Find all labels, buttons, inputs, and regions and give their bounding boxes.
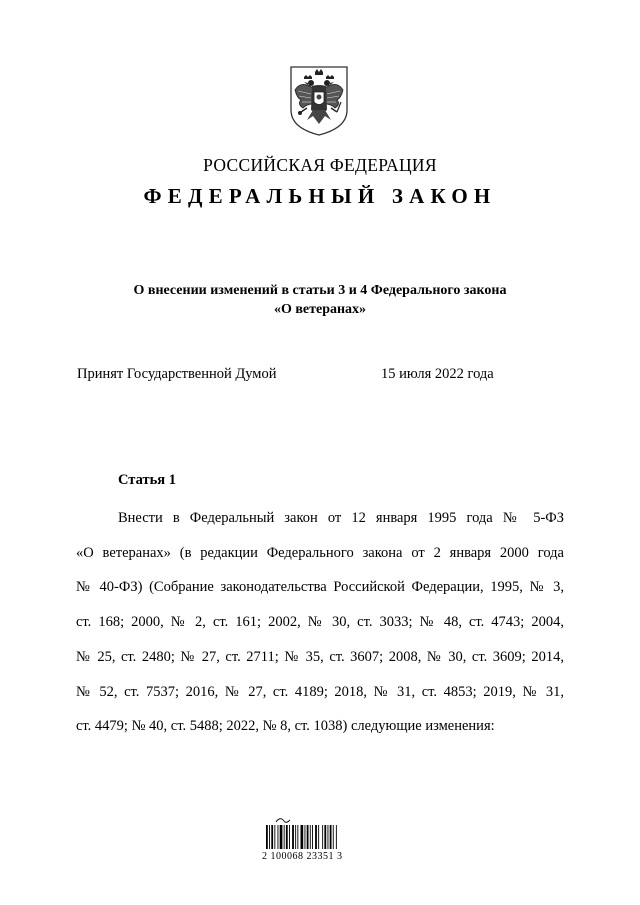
article-line: № 25, ст. 2480; № 27, ст. 2711; № 35, ст. 3607; 2008, № 30, ст. 3609; 2014, xyxy=(76,648,564,665)
document-type: ФЕДЕРАЛЬНЫЙ ЗАКОН xyxy=(143,184,497,208)
article-line: № 52, ст. 7537; 2016, № 27, ст. 4189; 2018, № 31, ст. 4853; 2019, № 31, xyxy=(76,683,564,700)
article-line: ст. 168; 2000, № 2, ст. 161; 2002, № 30, ст. 3033; № 48, ст. 4743; 2004, xyxy=(76,614,564,631)
article-line: ст. 4479; № 40, ст. 5488; 2022, № 8, ст. 1038) следующие изменения: xyxy=(76,718,495,735)
adopted-by: Принят Государственной Думой xyxy=(77,366,277,382)
article-line: «О ветеранах» (в редакции Федерального закона от 2 января 2000 года xyxy=(76,544,564,561)
law-title-line: «О ветеранах» xyxy=(273,302,367,317)
coat-of-arms-icon xyxy=(287,64,351,138)
article-line: № 40-ФЗ) (Собрание законодательства Российской Федерации, 1995, № 3, xyxy=(76,579,564,596)
country-name: РОССИЙСКАЯ ФЕДЕРАЦИЯ xyxy=(203,155,437,175)
adoption-date: 15 июля 2022 года xyxy=(381,366,494,382)
law-title-line: О внесении изменений в статьи 3 и 4 Федерального закона xyxy=(133,283,507,298)
article-title: Статья 1 xyxy=(118,472,176,488)
law-title xyxy=(0,281,640,319)
article-line: Внести в Федеральный закон от 12 января 1995 года № 5-ФЗ xyxy=(118,510,564,526)
barcode-digits: 2 100068 23351 3 xyxy=(262,851,343,862)
article-body xyxy=(76,501,564,744)
barcode-icon xyxy=(262,816,362,878)
